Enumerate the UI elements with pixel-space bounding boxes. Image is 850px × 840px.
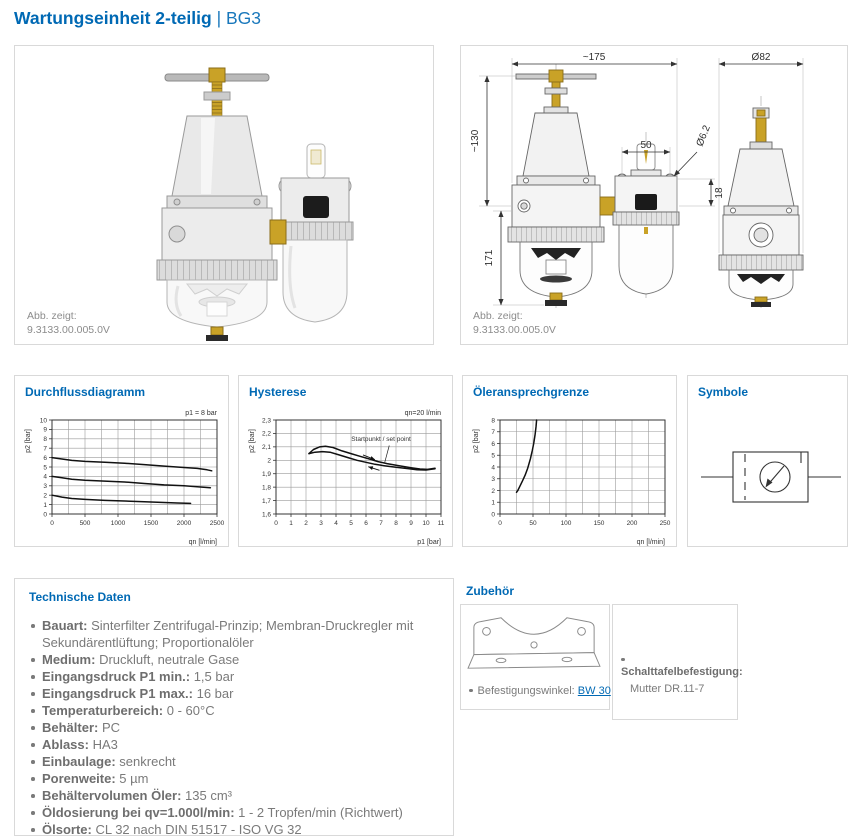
svg-text:1,8: 1,8	[261, 484, 271, 492]
oil-response-title: Öleransprechgrenze	[473, 385, 590, 399]
svg-text:4: 4	[43, 473, 47, 481]
tech-item: Behältervolumen Öler: 135 cm³	[29, 787, 439, 804]
svg-text:150: 150	[593, 520, 605, 527]
svg-text:50: 50	[529, 520, 537, 527]
page-title-main: Wartungseinheit 2-teilig	[14, 8, 212, 28]
hysteresis-chart-canvas	[239, 403, 454, 547]
svg-text:qn [l/min]: qn [l/min]	[188, 539, 217, 546]
svg-text:2: 2	[43, 492, 47, 500]
bracket-label: Befestigungswinkel:	[477, 685, 575, 697]
svg-text:2: 2	[491, 487, 495, 495]
svg-text:qn=20 l/min: qn=20 l/min	[404, 410, 441, 417]
svg-text:3: 3	[491, 476, 495, 484]
svg-text:2: 2	[267, 457, 271, 465]
svg-text:3: 3	[319, 520, 323, 527]
svg-text:7: 7	[379, 520, 383, 527]
svg-text:0: 0	[43, 511, 47, 519]
dim-height-upper: ~130	[470, 129, 481, 153]
mounting-bracket-image	[466, 610, 602, 674]
accessory-bracket-cell	[460, 604, 610, 710]
svg-text:2000: 2000	[176, 520, 192, 527]
pneumatic-symbol-icon	[693, 422, 843, 532]
svg-text:1: 1	[491, 499, 495, 507]
svg-text:5: 5	[491, 452, 495, 460]
svg-text:2,3: 2,3	[261, 417, 271, 425]
svg-text:1: 1	[43, 501, 47, 509]
svg-text:qn [l/min]: qn [l/min]	[636, 539, 665, 546]
svg-text:8: 8	[491, 417, 495, 425]
accessory-panel-mount-cell	[612, 604, 743, 720]
tech-item: Ablass: HA3	[29, 736, 439, 753]
symbols-panel	[687, 375, 848, 547]
svg-text:8: 8	[394, 520, 398, 527]
photo-caption	[27, 309, 110, 337]
svg-text:0: 0	[50, 520, 54, 527]
svg-text:1: 1	[289, 520, 293, 527]
bracket-caption	[469, 685, 611, 697]
symbols-title: Symbole	[698, 385, 749, 399]
photo-caption-line2: 9.3133.00.005.0V	[27, 324, 110, 336]
technical-drawing-panel	[460, 45, 848, 345]
tech-list	[29, 617, 439, 838]
tech-item: Medium: Druckluft, neutrale Gase	[29, 651, 439, 668]
svg-text:p1 [bar]: p1 [bar]	[417, 539, 441, 546]
svg-text:p2 [bar]: p2 [bar]	[473, 429, 480, 453]
svg-text:250: 250	[659, 520, 671, 527]
svg-text:9: 9	[43, 426, 47, 434]
svg-text:p1 = 8 bar: p1 = 8 bar	[185, 410, 217, 417]
technical-drawing	[461, 48, 847, 310]
hysteresis-panel	[238, 375, 453, 547]
svg-text:1,6: 1,6	[261, 511, 271, 519]
oil-chart-canvas	[463, 403, 678, 547]
lubricator-photo	[277, 144, 353, 322]
bullet-icon	[469, 689, 473, 693]
oil-response-panel	[462, 375, 677, 547]
tech-item: Einbaulage: senkrecht	[29, 753, 439, 770]
drawing-caption-line2: 9.3133.00.005.0V	[473, 324, 556, 336]
tech-item: Temperaturbereich: 0 - 60°C	[29, 702, 439, 719]
hysteresis-chart	[239, 403, 454, 552]
svg-text:100: 100	[560, 520, 572, 527]
hysteresis-title: Hysterese	[249, 385, 307, 399]
svg-text:8: 8	[43, 436, 47, 444]
tech-item: Porenweite: 5 µm	[29, 770, 439, 787]
svg-text:6: 6	[364, 520, 368, 527]
svg-text:6: 6	[43, 454, 47, 462]
svg-text:0: 0	[274, 520, 278, 527]
dim-hole-diameter: Ø6.2	[694, 123, 713, 149]
tech-item: Öldosierung bei qv=1.000l/min: 1 - 2 Tropfen/min (Richtwert)	[29, 804, 439, 821]
svg-text:6: 6	[491, 440, 495, 448]
svg-text:0: 0	[491, 511, 495, 519]
dim-diameter: Ø82	[751, 52, 771, 63]
svg-text:1500: 1500	[143, 520, 159, 527]
svg-text:200: 200	[626, 520, 638, 527]
dim-lubricator-width: 50	[640, 140, 652, 151]
svg-text:9: 9	[409, 520, 413, 527]
svg-text:4: 4	[491, 464, 495, 472]
tech-item: Bauart: Sinterfilter Zentrifugal-Prinzip; Membran-Druckregler mit Sekundärentlüftung; Proportionalöler	[29, 617, 439, 651]
drawing-caption	[473, 309, 556, 337]
accessories-title: Zubehör	[466, 584, 514, 598]
product-photo-panel	[14, 45, 434, 345]
flow-diagram-panel	[14, 375, 229, 547]
panel-mount-value: Mutter DR.11-7	[630, 683, 705, 695]
svg-text:11: 11	[437, 520, 445, 527]
svg-text:1,7: 1,7	[261, 497, 271, 505]
svg-text:5: 5	[349, 520, 353, 527]
photo-caption-line1: Abb. zeigt:	[27, 310, 77, 322]
svg-text:4: 4	[334, 520, 338, 527]
dim-total-width: ~175	[582, 52, 606, 63]
tech-item: Eingangsdruck P1 min.: 1,5 bar	[29, 668, 439, 685]
bracket-link[interactable]: BW 30	[577, 685, 611, 697]
drawing-front-view	[508, 70, 803, 307]
bullet-icon	[621, 658, 625, 662]
svg-text:2,1: 2,1	[261, 444, 271, 452]
svg-text:2,2: 2,2	[261, 430, 271, 438]
svg-text:1,9: 1,9	[261, 471, 271, 479]
svg-text:7: 7	[491, 429, 495, 437]
technical-data-title: Technische Daten	[29, 590, 131, 604]
svg-text:3: 3	[43, 483, 47, 491]
product-photo	[15, 46, 433, 342]
panel-mount-caption	[621, 654, 743, 695]
flow-chart-canvas	[15, 403, 230, 547]
flow-diagram-title: Durchflussdiagramm	[25, 385, 146, 399]
svg-text:10: 10	[422, 520, 430, 527]
svg-text:Startpunkt / set point: Startpunkt / set point	[351, 435, 411, 443]
tech-item: Eingangsdruck P1 max.: 16 bar	[29, 685, 439, 702]
oil-response-chart	[463, 403, 678, 552]
tech-item: Ölsorte: CL 32 nach DIN 51517 - ISO VG 32	[29, 821, 439, 838]
svg-text:0: 0	[498, 520, 502, 527]
flow-diagram-chart	[15, 403, 230, 552]
page-title-divider: |	[216, 8, 222, 28]
svg-text:1000: 1000	[110, 520, 126, 527]
svg-text:500: 500	[79, 520, 91, 527]
technical-data-panel	[14, 578, 454, 836]
svg-text:2500: 2500	[209, 520, 225, 527]
page-title	[14, 8, 261, 29]
svg-text:10: 10	[39, 417, 47, 425]
svg-text:p2 [bar]: p2 [bar]	[25, 429, 32, 453]
panel-mount-label: Schalttafelbefestigung:	[621, 666, 743, 678]
dim-port-offset: 18	[714, 187, 725, 199]
dim-bowl-height: 171	[484, 249, 495, 267]
svg-text:p2 [bar]: p2 [bar]	[249, 429, 256, 453]
drawing-caption-line1: Abb. zeigt:	[473, 310, 523, 322]
tech-item: Behälter: PC	[29, 719, 439, 736]
svg-text:7: 7	[43, 445, 47, 453]
filter-regulator-photo	[157, 68, 286, 341]
page-title-size: BG3	[226, 8, 262, 28]
svg-text:5: 5	[43, 464, 47, 472]
svg-text:2: 2	[304, 520, 308, 527]
